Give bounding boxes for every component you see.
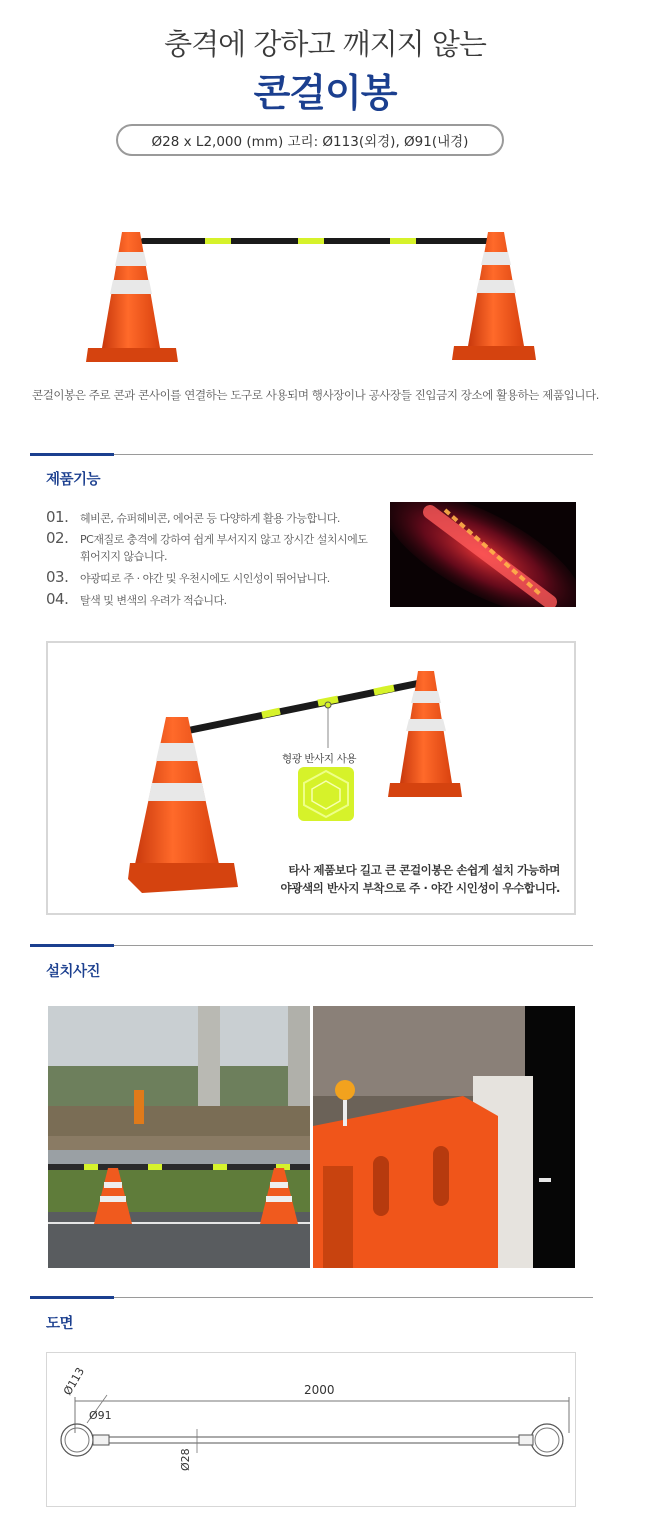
technical-drawing [47,1353,575,1506]
dimension-length: 2000 [304,1383,335,1397]
section-divider-install [30,945,593,946]
feature-item-3: 03. 야광띠로 주 · 야간 및 우천시에도 시인성이 뛰어납니다. [46,568,330,586]
section-divider-features [30,454,593,455]
install-photo-barrier [313,1006,575,1268]
spec-badge: Ø28 x L2,000 (mm) 고리: Ø113(외경), Ø91(내경) [116,124,504,156]
feature-item-1: 01. 헤비콘, 슈퍼헤비콘, 에어콘 등 다양하게 활용 가능합니다. [46,508,340,526]
section-title-features: 제품기능 [46,472,101,488]
dimension-outer: Ø113 [61,1365,88,1398]
diagram-box [46,641,576,915]
caption-line-2: 야광색의 반사지 부착으로 주 · 야간 시인성이 우수합니다. [280,881,560,895]
product-description: 콘걸이봉은 주로 콘과 콘사이를 연결하는 도구로 사용되며 행사장이나 공사장들 진입금지 장소에 활용하는 제품입니다. [32,388,600,402]
feature-item-4: 04. 탈색 및 변색의 우려가 적습니다. [46,590,227,608]
dimension-inner: Ø91 [89,1409,112,1422]
technical-drawing-box [46,1352,576,1507]
feature-item-2: 02. PC재질로 충격에 강하여 쉽게 부서지지 않고 장시간 설치시에도 휘어지지 않습니다. [46,529,368,563]
diagram-caption [220,861,560,897]
glow-rod-photo [390,502,576,607]
page-subtitle: 충격에 강하고 깨지지 않는 [164,27,486,61]
section-title-drawing: 도면 [46,1316,74,1332]
dimension-rod: Ø28 [179,1448,192,1471]
install-photo-roadside [48,1006,310,1268]
section-divider-drawing [30,1297,593,1298]
caption-line-1: 타사 제품보다 길고 큰 콘걸이봉은 손쉽게 설치 가능하며 [288,863,560,877]
reflector-label: 형광 반사지 사용 [282,753,357,765]
section-title-install: 설치사진 [46,964,101,980]
hero-cones-image [80,220,550,370]
page-title: 콘걸이봉 [253,71,397,115]
